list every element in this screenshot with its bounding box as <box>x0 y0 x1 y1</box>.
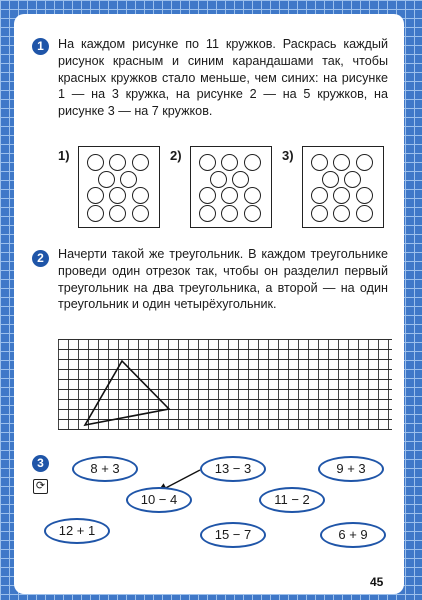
expression-oval[interactable]: 13 − 3 <box>200 456 266 482</box>
page-number: 45 <box>370 575 384 589</box>
figure-2-label: 2) <box>170 148 182 163</box>
expression-oval[interactable]: 6 + 9 <box>320 522 386 548</box>
expression-oval[interactable]: 8 + 3 <box>72 456 138 482</box>
expression-oval[interactable]: 10 − 4 <box>126 487 192 513</box>
task-2-text: Начерти такой же треугольник. В каждом треугольнике проведи один отрезок так, чтобы он разделил первый треугольник на два треугольника, а второй — на один треугольник и один четырёхугольник. <box>58 247 388 312</box>
figure-3-label: 3) <box>282 148 294 163</box>
expression-oval[interactable]: 11 − 2 <box>259 487 325 513</box>
cycle-icon: ⟳ <box>33 479 48 494</box>
workbook-page <box>14 14 404 594</box>
expression-oval[interactable]: 12 + 1 <box>44 518 110 544</box>
task-1-text: На каждом рисунке по 11 кружков. Раскрась каждый рисунок красным и синим карандашами так, чтобы красных кружков стало меньше, чем синих: на рисунке 1 — на 3 кружка, на рисунке 2 — на 5 кружков, на рисунке 3 — на 7 кружков. <box>58 37 388 119</box>
expression-oval[interactable]: 15 − 7 <box>200 522 266 548</box>
task-1-number-badge: 1 <box>32 38 49 55</box>
connecting-arrow <box>14 14 404 594</box>
task-3-number-badge: 3 <box>32 455 49 472</box>
expression-oval[interactable]: 9 + 3 <box>318 456 384 482</box>
figure-1-label: 1) <box>58 148 70 163</box>
task-2-number-badge: 2 <box>32 250 49 267</box>
